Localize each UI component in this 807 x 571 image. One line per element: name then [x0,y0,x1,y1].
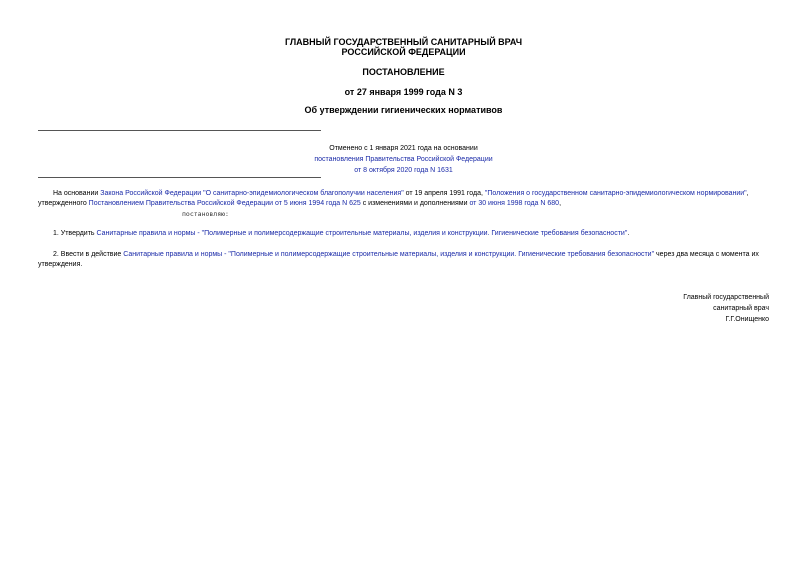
signature-name: Г.Г.Онищенко [725,316,769,323]
signature-block [683,292,769,325]
government-resolution-link[interactable]: Постановлением Правительства Российской Федерации от 5 июня 1994 года N 625 [88,200,361,207]
cancellation-link-line-2[interactable]: постановления Правительства Российской Федерации [314,156,493,163]
basis-text-2: от 19 апреля 1991 года, [403,190,485,197]
sanitary-rules-link-2[interactable]: Санитарные правила и нормы - "Полимерные и полимерсодержащие строительные материалы, изделия и конструкции. Гигиенические требования безопасности" [123,251,655,258]
issuing-authority [0,37,807,57]
cancellation-link-line-3[interactable]: от 8 октября 2020 года N 1631 [354,167,453,174]
basis-text-5: , [559,200,562,207]
basis-paragraph [38,189,770,219]
law-link[interactable]: Закона Российской Федерации "О санитарно-эпидемиологическом благополучии населения" [100,190,404,197]
document-title: Об утверждении гигиенических нормативов [304,105,503,115]
item-2-paragraph [38,250,770,270]
item-2-text-1: 2. Ввести в действие [53,251,124,258]
authority-line-2: РОССИЙСКОЙ ФЕДЕРАЦИИ [341,47,466,57]
divider-top [38,130,321,131]
regulation-link[interactable]: "Положения о государственном санитарно-эпидемиологическом нормировании" [484,190,747,197]
resolve-word: постановляю: [182,210,229,218]
document-type: ПОСТАНОВЛЕНИЕ [362,67,445,77]
item-1-text-1: 1. Утвердить [53,230,97,237]
basis-text-3: , утвержденного [38,190,749,207]
divider-bottom [38,177,321,178]
amendment-link[interactable]: от 30 июня 1998 года N 680 [469,200,560,207]
authority-line-1: ГЛАВНЫЙ ГОСУДАРСТВЕННЫЙ САНИТАРНЫЙ ВРАЧ [284,37,523,47]
basis-text-1: На основании [53,190,101,197]
item-1-paragraph [38,229,770,239]
item-2-text-2: через два месяца с момента их утверждения. [38,251,759,268]
sanitary-rules-link-1[interactable]: Санитарные правила и нормы - "Полимерные и полимерсодержащие строительные материалы, изделия и конструкции. Гигиенические требования безопасности" [96,230,628,237]
basis-text-4: с изменениями и дополнениями [360,200,470,207]
signature-line-2: санитарный врач [713,305,769,312]
document-date-number: от 27 января 1999 года N 3 [344,87,463,97]
signature-line-1: Главный государственный [683,294,769,301]
cancellation-note [0,143,807,176]
item-1-text-2: . [627,230,630,237]
cancellation-line-1: Отменено с 1 января 2021 года на основании [329,145,478,152]
